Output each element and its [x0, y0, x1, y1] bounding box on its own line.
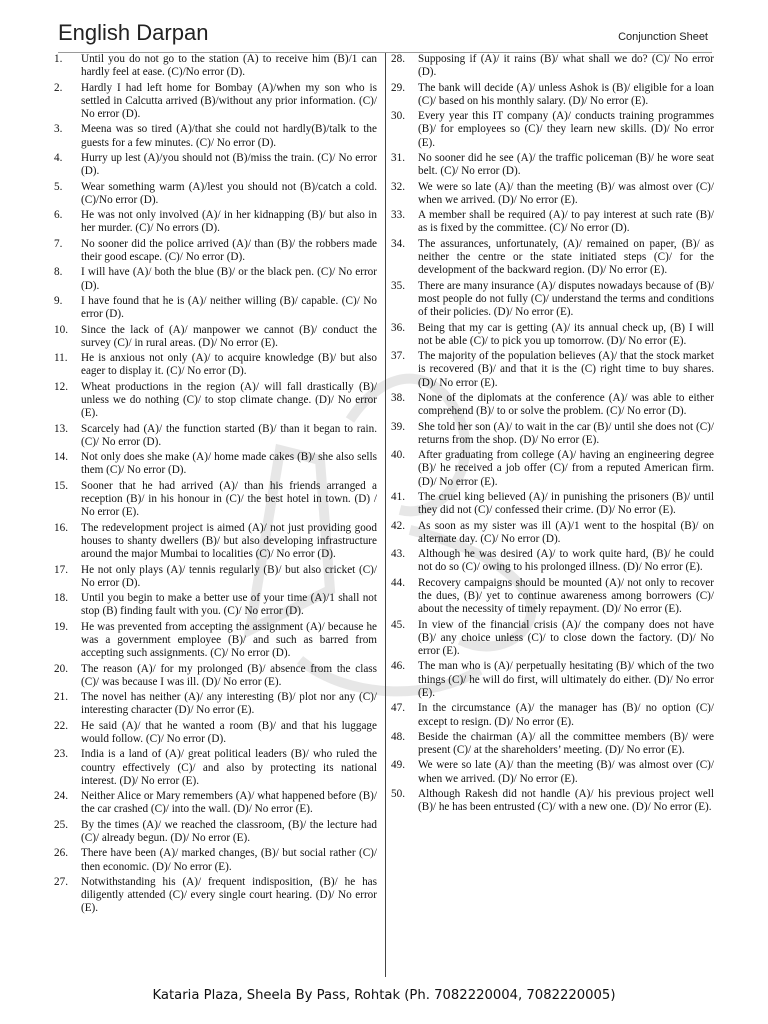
question-item: [52, 181, 377, 210]
question-number: 47.: [391, 702, 405, 715]
question-text: Beside the chairman (A)/ all the committee members (B)/ were present (C)/ at the shareholders’ meeting. (D)/ No error (E).: [418, 730, 714, 757]
question-text: She told her son (A)/ to wait in the car (B)/ until she does not (C)/ returns from the shop. (D)/ No error (E).: [418, 420, 714, 446]
question-text: After graduating from college (A)/ having an engineering degree (B)/ he received a job offer (C)/ from a reputed American firm. (D)/ No error (E).: [418, 449, 714, 488]
question-number: 17.: [54, 563, 68, 576]
question-item: [52, 847, 377, 876]
question-text: Supposing if (A)/ it rains (B)/ what shall we do? (C)/ No error (D).: [418, 53, 714, 79]
question-number: 45.: [391, 618, 405, 631]
question-item: [52, 423, 377, 452]
question-number: 42.: [391, 519, 405, 532]
question-text: A member shall be required (A)/ to pay interest at such rate (B)/ as is fixed by the committee. (C)/ No error (D).: [418, 209, 714, 235]
question-number: 21.: [54, 691, 68, 704]
question-number: 4.: [54, 152, 63, 165]
question-item: [389, 421, 714, 450]
question-item: [52, 790, 377, 819]
question-item: [52, 82, 377, 124]
question-text: There have been (A)/ marked changes, (B)/ but social rather (C)/ then economic. (D)/ No error (E).: [81, 847, 377, 873]
question-number: 33.: [391, 209, 405, 222]
question-item: [389, 731, 714, 760]
question-item: [389, 449, 714, 491]
question-item: [389, 152, 714, 181]
question-number: 20.: [54, 662, 68, 675]
question-item: [52, 663, 377, 692]
question-item: [389, 82, 714, 111]
question-item: [52, 522, 377, 564]
question-item: [52, 238, 377, 267]
question-number: 32.: [391, 180, 405, 193]
question-text: Neither Alice or Mary remembers (A)/ what happened before (B)/ the car crashed (C)/ into the wall. (D)/ No error (E).: [81, 790, 377, 816]
question-item: [389, 619, 714, 661]
question-text: The man who is (A)/ perpetually hesitating (B)/ which of the two things (C)/ he will do first, will ultimately do either. (D)/ No error (E).: [418, 660, 714, 699]
question-number: 15.: [54, 479, 68, 492]
question-item: [389, 491, 714, 520]
question-number: 27.: [54, 875, 68, 888]
question-number: 48.: [391, 730, 405, 743]
questions-right-column: [389, 53, 714, 977]
question-text: Scarcely had (A)/ the function started (B)/ than it began to rain. (C)/ No error (D).: [81, 422, 377, 448]
question-number: 36.: [391, 321, 405, 334]
question-item: [52, 480, 377, 522]
question-item: [389, 181, 714, 210]
question-text: Until you begin to make a better use of your time (A)/1 shall not stop (B) finding fault with you. (C)/ No error (D).: [81, 592, 377, 618]
questions-area: [52, 53, 716, 977]
question-item: [52, 621, 377, 663]
question-text: In the circumstance (A)/ the manager has (B)/ no option (C)/ except to resign. (D)/ No error (E).: [418, 702, 714, 728]
question-item: [389, 322, 714, 351]
question-text: We were so late (A)/ than the meeting (B)/ was almost over (C)/ when we arrived. (D)/ No error (E).: [418, 180, 714, 206]
question-text: The novel has neither (A)/ any interesting (B)/ plot nor any (C)/ interesting character (D)/ No error (E).: [81, 691, 377, 717]
question-number: 2.: [54, 81, 63, 94]
question-text: He was not only involved (A)/ in her kidnapping (B)/ but also in her murder. (C)/ No errors (D).: [81, 209, 377, 235]
question-number: 31.: [391, 152, 405, 165]
question-number: 3.: [54, 123, 63, 136]
question-text: The cruel king believed (A)/ in punishing the prisoners (B)/ until they did not (C)/ confessed their crime. (D)/ No error (E).: [418, 490, 714, 517]
question-number: 39.: [391, 420, 405, 433]
question-item: [389, 759, 714, 788]
question-number: 41.: [391, 490, 405, 503]
question-item: [52, 152, 377, 181]
question-item: [52, 876, 377, 918]
question-text: India is a land of (A)/ great political leaders (B)/ who ruled the country effectively (C)/ and also by protecting its national interest. (D)/ No error (E).: [81, 748, 377, 787]
question-text: No sooner did the police arrived (A)/ than (B)/ the robbers made their good escape. (C)/ No error (D).: [81, 237, 377, 264]
question-text: Although he was desired (A)/ to work quite hard, (B)/ he could not do so (C)/ owing to his prolonged illness. (D)/ No error (E).: [418, 548, 714, 574]
question-item: [52, 295, 377, 324]
question-text: Being that my car is getting (A)/ its annual check up, (B) I will not be able (C)/ to pick you up tomorrow. (D)/ No error (E).: [418, 321, 714, 347]
question-number: 19.: [54, 620, 68, 633]
question-item: [52, 592, 377, 621]
question-text: Until you do not go to the station (A) to receive him (B)/1 can hardly feel at ease. (C)/No error (D).: [81, 53, 377, 79]
question-number: 12.: [54, 380, 68, 393]
question-number: 24.: [54, 790, 68, 803]
question-number: 18.: [54, 592, 68, 605]
question-item: [52, 53, 377, 82]
question-text: Although Rakesh did not handle (A)/ his previous project well (B)/ he has been entrusted (C)/ with a new one. (D)/ No error (E).: [418, 788, 714, 814]
question-item: [52, 352, 377, 381]
question-item: [389, 548, 714, 577]
question-item: [52, 691, 377, 720]
question-item: [389, 110, 714, 152]
question-item: [389, 280, 714, 322]
question-number: 49.: [391, 759, 405, 772]
question-text: The majority of the population believes (A)/ that the stock market is recovered (B)/ and that it is the (C) right time to buy shares. (D)/ No error (E).: [418, 350, 714, 389]
questions-left-column: [52, 53, 377, 977]
question-item: [389, 788, 714, 817]
question-number: 50.: [391, 788, 405, 801]
question-text: Hurry up lest (A)/you should not (B)/miss the train. (C)/ No error (D).: [81, 152, 377, 178]
question-number: 9.: [54, 295, 63, 307]
question-text: Wheat productions in the region (A)/ will fall drastically (B)/ unless we do nothing (C)/ to stop climate change. (D)/ No error (E).: [81, 380, 377, 420]
question-text: He not only plays (A)/ tennis regularly (B)/ but also cricket (C)/ No error (D).: [81, 563, 377, 589]
question-item: [52, 381, 377, 423]
question-number: 6.: [54, 209, 63, 222]
question-text: Hardly I had left home for Bombay (A)/when my son who is settled in Calcutta arrived (B)/without any prior information. (C)/ No error (D).: [81, 81, 377, 121]
question-text: Wear something warm (A)/lest you should not (B)/catch a cold. (C)/No error (D).: [81, 180, 377, 206]
question-text: As soon as my sister was ill (A)/1 went to the hospital (B)/ on alternate day. (C)/ No error (D).: [418, 519, 714, 545]
question-item: [52, 819, 377, 848]
question-item: [389, 520, 714, 549]
question-number: 10.: [54, 323, 68, 336]
question-item: [389, 238, 714, 280]
question-item: [389, 53, 714, 82]
question-number: 22.: [54, 719, 68, 732]
question-item: [52, 720, 377, 749]
question-text: Sooner that he had arrived (A)/ than his friends arranged a reception (B)/ in his honour in (C)/ the best hotel in town. (D) / No error (E).: [81, 479, 377, 519]
question-item: [389, 577, 714, 619]
question-number: 38.: [391, 391, 405, 404]
question-text: By the times (A)/ we reached the classroom, (B)/ the lecture had (C)/ already begun. (D)/ No error (E).: [81, 818, 377, 844]
question-item: [52, 123, 377, 152]
question-text: None of the diplomats at the conference (A)/ was able to either comprehend (B)/ to or solve the problem. (C)/ No error (D).: [418, 391, 714, 418]
brand-title: English Darpan: [58, 20, 209, 45]
question-text: We were so late (A)/ than the meeting (B)/ was almost over (C)/ when we arrived. (D)/ No error (E).: [418, 759, 714, 785]
question-number: 46.: [391, 660, 405, 673]
question-text: Every year this IT company (A)/ conducts training programmes (B)/ for employees so (C)/ they learn new skills. (D)/ No error (E).: [418, 110, 714, 149]
question-text: Recovery campaigns should be mounted (A)/ not only to recover the dues, (B)/ yet to continue awareness among borrowers (C)/ about the necessity of timely repayment. (D)/ No error (E).: [418, 576, 714, 616]
question-item: [52, 564, 377, 593]
question-text: He was prevented from accepting the assignment (A)/ because he was a government employee (B)/ and such as barred from accepting such assignments. (C)/ No error (D).: [81, 620, 377, 660]
page-header: [58, 20, 712, 53]
question-text: I have found that he is (A)/ neither willing (B)/ capable. (C)/ No error (D).: [81, 295, 377, 321]
question-text: In view of the financial crisis (A)/ the company does not have (B)/ any choice unless (C)/ to close down the factory. (D)/ No error (E).: [418, 618, 714, 658]
question-text: I will have (A)/ both the blue (B)/ or the black pen. (C)/ No error (D).: [81, 266, 377, 292]
question-number: 25.: [54, 818, 68, 831]
question-number: 40.: [391, 449, 405, 462]
question-number: 1.: [54, 53, 63, 65]
question-text: Not only does she make (A)/ home made cakes (B)/ she also sells them (C)/ No error (D).: [81, 451, 377, 477]
question-text: The assurances, unfortunately, (A)/ remained on paper, (B)/ as neither the centre or the state initiated steps (C)/ for the development of the backward region. (D)/ No error (E).: [418, 237, 714, 277]
question-text: There are many insurance (A)/ disputes nowadays because of (B)/ most people do not fully (C)/ understand the terms and conditions of their policies. (D)/ No error (E).: [418, 279, 714, 319]
question-item: [52, 451, 377, 480]
question-number: 5.: [54, 180, 63, 193]
question-text: Since the lack of (A)/ manpower we cannot (B)/ conduct the survey (C)/ in rural areas. (D)/ No error (E).: [81, 323, 377, 349]
question-text: Meena was so tired (A)/that she could not hardly(B)/talk to the guests for a few minutes. (C)/ No error (D).: [81, 123, 377, 149]
question-text: The reason (A)/ for my prolonged (B)/ absence from the class (C)/ was because I was ill. (D)/ No error (E).: [81, 662, 377, 688]
question-number: 43.: [391, 548, 405, 561]
question-number: 28.: [391, 53, 405, 65]
question-number: 13.: [54, 422, 68, 435]
sheet-title: Conjunction Sheet: [618, 31, 708, 43]
question-number: 29.: [391, 81, 405, 94]
question-text: Notwithstanding his (A)/ frequent indisposition, (B)/ he has diligently attended (C)/ every single court hearing. (D)/ No error (E).: [81, 875, 377, 915]
question-item: [52, 324, 377, 353]
question-text: He is anxious not only (A)/ to acquire knowledge (B)/ but also eager to display it. (C)/ No error (D).: [81, 352, 377, 378]
question-item: [52, 266, 377, 295]
question-item: [389, 660, 714, 702]
question-item: [389, 392, 714, 421]
question-number: 7.: [54, 237, 63, 250]
question-text: No sooner did he see (A)/ the traffic policeman (B)/ he wore seat belt. (C)/ No error (D).: [418, 152, 714, 178]
question-number: 44.: [391, 576, 405, 589]
question-number: 16.: [54, 521, 68, 534]
question-number: 30.: [391, 110, 405, 123]
question-number: 37.: [391, 350, 405, 363]
question-number: 23.: [54, 748, 68, 761]
question-number: 34.: [391, 237, 405, 250]
question-number: 8.: [54, 266, 63, 279]
question-number: 26.: [54, 847, 68, 860]
question-text: The bank will decide (A)/ unless Ashok is (B)/ eligible for a loan (C)/ based on his monthly salary. (D)/ No error (E).: [418, 81, 714, 107]
column-divider: [385, 53, 386, 977]
question-item: [389, 350, 714, 392]
question-number: 11.: [54, 352, 68, 365]
question-item: [389, 209, 714, 238]
question-number: 35.: [391, 279, 405, 292]
question-text: He said (A)/ that he wanted a room (B)/ and that his luggage would follow. (C)/ No error (D).: [81, 719, 377, 745]
question-item: [389, 702, 714, 731]
question-number: 14.: [54, 451, 68, 464]
question-item: [52, 209, 377, 238]
question-text: The redevelopment project is aimed (A)/ not just providing good houses to shanty dwellers (B)/ but also developing infrastructure around the major Mumbai to localities (C)/ No error (D).: [81, 521, 377, 561]
question-item: [52, 748, 377, 790]
footer-address: Kataria Plaza, Sheela By Pass, Rohtak (Ph. 7082220004, 7082220005): [152, 988, 616, 1003]
